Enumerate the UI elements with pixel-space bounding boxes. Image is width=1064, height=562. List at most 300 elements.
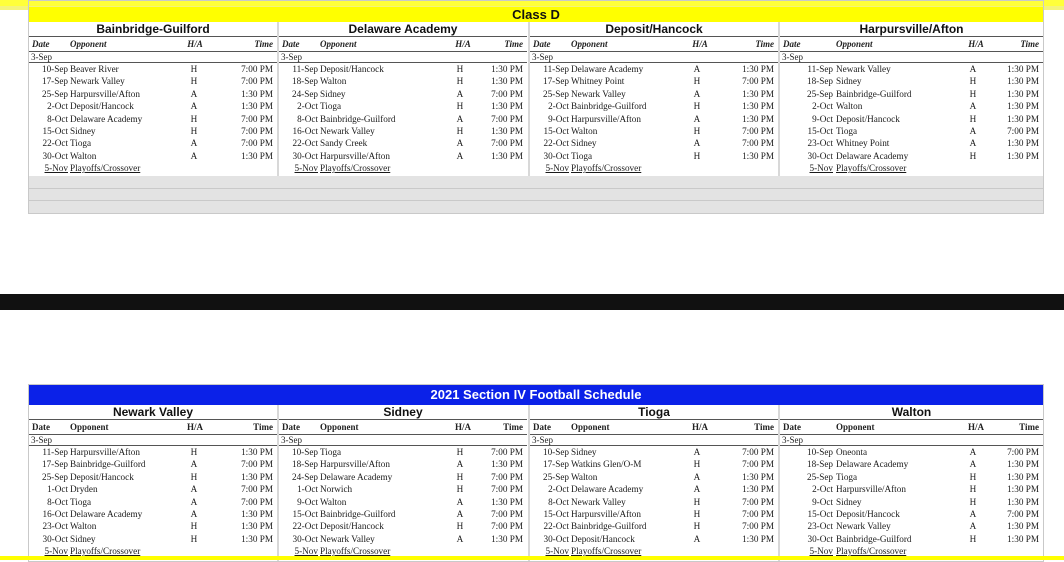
time-cell: 1:30 PM [1007, 521, 1039, 532]
column-header-row [29, 36, 277, 52]
opponent-cell: Harpursville/Afton [571, 508, 641, 519]
header-ha: H/A [968, 39, 984, 49]
game-row [29, 458, 277, 470]
ha-cell: H [693, 521, 701, 532]
game-row [530, 458, 778, 470]
date-cell: 11-Sep [543, 64, 569, 74]
opponent-cell: Watkins Glen/O-M [571, 459, 642, 470]
time-cell: 1:30 PM [491, 150, 523, 161]
first-week-label: 3-Sep [530, 52, 778, 63]
date-cell: 25-Sep [542, 88, 569, 99]
date-cell: 5-Nov [809, 546, 833, 557]
time-cell: 7:00 PM [742, 521, 774, 532]
date-cell: 9-Oct [812, 113, 833, 124]
ha-cell: A [969, 459, 977, 470]
opponent-cell: Walton [571, 125, 598, 136]
team-panel [530, 405, 778, 561]
class-d-schedule [28, 0, 1044, 214]
date-cell: 30-Oct [807, 150, 833, 161]
date-cell: 1-Oct [47, 484, 68, 495]
game-row [530, 162, 778, 174]
time-cell: 7:00 PM [241, 64, 273, 74]
time-cell: 1:30 PM [1007, 533, 1039, 544]
first-week-label: 3-Sep [279, 435, 527, 446]
team-panel [780, 405, 1043, 561]
opponent-cell: Deposit/Hancock [571, 533, 635, 544]
header-opponent: Opponent [70, 422, 109, 432]
date-cell: 22-Oct [543, 138, 569, 149]
game-row [29, 63, 277, 75]
column-header-row [530, 419, 778, 435]
header-date: Date [32, 422, 50, 432]
opponent-cell: Harpursville/Afton [320, 150, 390, 161]
date-cell: 23-Oct [807, 138, 833, 149]
ha-cell: A [969, 521, 977, 532]
time-cell: 1:30 PM [1007, 459, 1039, 470]
date-cell: 8-Oct [297, 113, 318, 124]
game-row [530, 508, 778, 520]
first-week-label: 3-Sep [780, 435, 1043, 446]
date-cell: 25-Sep [41, 471, 68, 482]
opponent-cell: Bainbridge-Guilford [320, 508, 396, 519]
time-cell: 1:30 PM [491, 125, 523, 136]
date-cell: 30-Oct [292, 150, 318, 161]
ha-cell: H [969, 88, 977, 99]
time-cell: 7:00 PM [1007, 447, 1039, 457]
ha-cell: A [693, 533, 701, 544]
empty-grid-rows [29, 176, 1043, 213]
column-header-row [279, 419, 527, 435]
game-row [279, 496, 527, 508]
ha-cell: A [456, 150, 464, 161]
opponent-cell: Newark Valley [836, 521, 891, 532]
opponent-cell: Bainbridge-Guilford [836, 533, 912, 544]
ha-cell: H [969, 484, 977, 495]
time-cell: 1:30 PM [1007, 76, 1039, 87]
ha-cell: A [190, 88, 198, 99]
time-cell: 1:30 PM [241, 521, 273, 532]
time-cell: 7:00 PM [742, 508, 774, 519]
date-cell: 5-Nov [44, 546, 68, 557]
game-row [530, 88, 778, 100]
time-cell: 1:30 PM [1007, 88, 1039, 99]
date-cell: 22-Oct [42, 138, 68, 149]
opponent-cell: Sidney [836, 76, 862, 87]
ha-cell: H [969, 496, 977, 507]
date-cell: 2-Oct [548, 101, 569, 112]
time-cell: 7:00 PM [491, 521, 523, 532]
ha-cell: A [693, 138, 701, 149]
first-week-label: 3-Sep [29, 435, 277, 446]
opponent-cell: Delaware Academy [70, 113, 143, 124]
date-cell: 15-Oct [543, 125, 569, 136]
header-time: Time [1020, 39, 1039, 49]
section-iv-schedule [28, 384, 1044, 562]
opponent-cell: Newark Valley [571, 496, 626, 507]
game-row [29, 508, 277, 520]
header-time: Time [1019, 422, 1039, 432]
opponent-cell: Newark Valley [571, 88, 626, 99]
time-cell: 1:30 PM [1007, 138, 1039, 149]
date-cell: 1-Oct [297, 484, 318, 495]
ha-cell: H [456, 471, 464, 482]
ha-cell: H [693, 76, 701, 87]
first-week-label: 3-Sep [279, 52, 527, 63]
ha-cell: H [693, 150, 701, 161]
date-cell: 5-Nov [294, 163, 318, 174]
first-week-label: 3-Sep [29, 52, 277, 63]
time-cell: 7:00 PM [742, 496, 774, 507]
ha-cell: H [456, 521, 464, 532]
date-cell: 18-Sep [806, 76, 833, 87]
ha-cell: H [456, 64, 464, 74]
header-ha: H/A [967, 422, 984, 432]
date-cell: 30-Oct [292, 533, 318, 544]
time-cell: 7:00 PM [742, 138, 774, 149]
game-row [279, 162, 527, 174]
header-ha: H/A [454, 422, 471, 432]
game-row [29, 446, 277, 458]
game-row [780, 508, 1043, 520]
date-cell: 11-Sep [807, 64, 833, 74]
header-opponent: Opponent [320, 39, 357, 49]
game-row [780, 150, 1043, 162]
header-date: Date [783, 39, 801, 49]
header-time: Time [503, 422, 523, 432]
opponent-cell: Sidney [70, 125, 96, 136]
game-row [530, 137, 778, 149]
time-cell: 1:30 PM [241, 447, 273, 457]
date-cell: 17-Sep [542, 459, 569, 470]
date-cell: 25-Sep [41, 88, 68, 99]
opponent-cell: Newark Valley [836, 64, 891, 74]
opponent-cell: Tioga [320, 101, 342, 112]
date-cell: 8-Oct [548, 496, 569, 507]
ha-cell: H [693, 496, 701, 507]
ha-cell: H [190, 521, 198, 532]
date-cell: 25-Sep [806, 471, 833, 482]
time-cell: 1:30 PM [241, 533, 273, 544]
team-panel [29, 22, 277, 175]
opponent-cell: Playoffs/Crossover [320, 546, 391, 557]
opponent-cell: Harpursville/Afton [70, 88, 140, 99]
class-d-title: Class D [29, 7, 1043, 22]
time-cell: 7:00 PM [742, 125, 774, 136]
date-cell: 15-Oct [807, 125, 833, 136]
ha-cell: A [456, 508, 464, 519]
date-cell: 18-Sep [291, 459, 318, 470]
header-opponent: Opponent [836, 39, 873, 49]
team-name: Walton [891, 405, 932, 419]
time-cell: 7:00 PM [491, 88, 523, 99]
time-cell: 1:30 PM [1007, 101, 1039, 112]
game-row [530, 520, 778, 532]
ha-cell: H [190, 125, 198, 136]
game-row [780, 125, 1043, 137]
date-cell: 17-Sep [41, 459, 68, 470]
time-cell: 1:30 PM [491, 496, 523, 507]
game-row [279, 100, 527, 112]
game-row [29, 113, 277, 125]
ha-cell: H [190, 533, 198, 544]
time-cell: 1:30 PM [742, 64, 774, 74]
game-row [780, 75, 1043, 87]
opponent-cell: Tioga [320, 447, 342, 457]
game-row [279, 471, 527, 483]
header-opponent: Opponent [571, 422, 610, 432]
game-row [279, 125, 527, 137]
time-cell: 7:00 PM [491, 113, 523, 124]
game-row [530, 446, 778, 458]
ha-cell: H [693, 459, 701, 470]
ha-cell: A [969, 64, 977, 74]
date-cell: 8-Oct [47, 496, 68, 507]
ha-cell: A [190, 101, 198, 112]
opponent-cell: Whitney Point [571, 76, 625, 87]
date-cell: 5-Nov [294, 546, 318, 557]
date-cell: 30-Oct [42, 150, 68, 161]
game-row [29, 125, 277, 137]
game-row [780, 113, 1043, 125]
column-header-row [530, 36, 778, 52]
team-panel [279, 405, 527, 561]
opponent-cell: Delaware Academy [836, 459, 909, 470]
game-row [780, 458, 1043, 470]
team-panel [29, 405, 277, 561]
date-cell: 10-Sep [41, 64, 68, 74]
header-date: Date [32, 39, 50, 49]
page-divider-bar [0, 294, 1064, 310]
ha-cell: H [190, 76, 198, 87]
header-date: Date [533, 422, 551, 432]
header-time: Time [254, 39, 273, 49]
game-row [29, 533, 277, 545]
date-cell: 15-Oct [807, 508, 833, 519]
game-row [279, 520, 527, 532]
opponent-cell: Playoffs/Crossover [70, 546, 141, 557]
date-cell: 17-Sep [542, 76, 569, 87]
time-cell: 7:00 PM [491, 508, 523, 519]
game-row [29, 471, 277, 483]
opponent-cell: Tioga [70, 138, 92, 149]
header-opponent: Opponent [571, 39, 608, 49]
opponent-cell: Delaware Academy [836, 150, 909, 161]
game-row [29, 137, 277, 149]
column-header-row [780, 419, 1043, 435]
game-row [780, 63, 1043, 75]
header-opponent: Opponent [70, 39, 107, 49]
opponent-cell: Tioga [836, 471, 858, 482]
header-date: Date [533, 39, 551, 49]
header-time: Time [755, 39, 774, 49]
opponent-cell: Norwich [320, 484, 353, 495]
time-cell: 1:30 PM [241, 101, 273, 112]
opponent-cell: Harpursville/Afton [836, 484, 906, 495]
time-cell: 1:30 PM [1007, 64, 1039, 74]
opponent-cell: Walton [320, 496, 347, 507]
game-row [279, 446, 527, 458]
opponent-cell: Newark Valley [320, 533, 375, 544]
ha-cell: A [456, 496, 464, 507]
ha-cell: A [969, 508, 977, 519]
time-cell: 7:00 PM [491, 447, 523, 457]
time-cell: 1:30 PM [1007, 113, 1039, 124]
ha-cell: H [190, 113, 198, 124]
first-week-label: 3-Sep [530, 435, 778, 446]
ha-cell: H [969, 76, 977, 87]
team-name: Deposit/Hancock [605, 22, 703, 36]
time-cell: 1:30 PM [742, 113, 774, 124]
team-name: Tioga [638, 405, 670, 419]
time-cell: 7:00 PM [1007, 125, 1039, 136]
opponent-cell: Harpursville/Afton [571, 113, 641, 124]
ha-cell: A [969, 138, 977, 149]
date-cell: 10-Sep [291, 447, 318, 457]
ha-cell: A [190, 138, 198, 149]
game-row [780, 162, 1043, 174]
team-panel [780, 22, 1043, 175]
opponent-cell: Deposit/Hancock [320, 64, 384, 74]
team-panel [530, 22, 778, 175]
opponent-cell: Newark Valley [70, 76, 125, 87]
header-opponent: Opponent [320, 422, 359, 432]
opponent-cell: Playoffs/Crossover [836, 163, 907, 174]
game-row [279, 137, 527, 149]
header-date: Date [282, 422, 300, 432]
time-cell: 7:00 PM [491, 471, 523, 482]
opponent-cell: Dryden [70, 484, 98, 495]
time-cell: 1:30 PM [491, 64, 523, 74]
game-row [29, 496, 277, 508]
date-cell: 8-Oct [47, 113, 68, 124]
opponent-cell: Delaware Academy [320, 471, 393, 482]
ha-cell: A [456, 88, 464, 99]
date-cell: 5-Nov [44, 163, 68, 174]
header-ha: H/A [455, 39, 471, 49]
header-opponent: Opponent [836, 422, 875, 432]
ha-cell: H [190, 447, 198, 457]
header-ha: H/A [187, 39, 203, 49]
team-name: Delaware Academy [348, 22, 458, 36]
date-cell: 22-Oct [292, 138, 318, 149]
opponent-cell: Delaware Academy [571, 64, 644, 74]
ha-cell: A [693, 88, 701, 99]
opponent-cell: Beaver River [70, 64, 119, 74]
time-cell: 1:30 PM [241, 508, 273, 519]
schedule-title: 2021 Section IV Football Schedule [29, 385, 1043, 405]
opponent-cell: Tioga [70, 496, 92, 507]
opponent-cell: Delaware Academy [571, 484, 644, 495]
time-cell: 1:30 PM [491, 459, 523, 470]
column-header-row [279, 36, 527, 52]
date-cell: 9-Oct [812, 496, 833, 507]
ha-cell: A [969, 447, 977, 457]
time-cell: 1:30 PM [491, 76, 523, 87]
header-date: Date [783, 422, 801, 432]
opponent-cell: Deposit/Hancock [70, 101, 134, 112]
game-row [780, 88, 1043, 100]
game-row [29, 483, 277, 495]
ha-cell: A [969, 125, 977, 136]
ha-cell: H [456, 101, 464, 112]
ha-cell: H [456, 125, 464, 136]
opponent-cell: Sandy Creek [320, 138, 368, 149]
ha-cell: A [190, 150, 198, 161]
game-row [780, 446, 1043, 458]
date-cell: 22-Oct [292, 521, 318, 532]
ha-cell: H [693, 508, 701, 519]
opponent-cell: Walton [320, 76, 347, 87]
ha-cell: A [190, 496, 198, 507]
game-row [530, 471, 778, 483]
opponent-cell: Bainbridge-Guilford [571, 521, 647, 532]
time-cell: 1:30 PM [491, 533, 523, 544]
date-cell: 24-Sep [291, 471, 318, 482]
opponent-cell: Bainbridge-Guilford [571, 101, 647, 112]
time-cell: 7:00 PM [491, 484, 523, 495]
header-time: Time [253, 422, 273, 432]
time-cell: 7:00 PM [241, 484, 273, 495]
ha-cell: A [456, 459, 464, 470]
time-cell: 1:30 PM [742, 150, 774, 161]
time-cell: 7:00 PM [241, 496, 273, 507]
ha-cell: A [969, 101, 977, 112]
opponent-cell: Harpursville/Afton [70, 447, 140, 457]
ha-cell: A [693, 447, 701, 457]
game-row [279, 533, 527, 545]
time-cell: 7:00 PM [241, 459, 273, 470]
opponent-cell: Sidney [836, 496, 862, 507]
game-row [29, 75, 277, 87]
date-cell: 16-Oct [42, 508, 68, 519]
ha-cell: H [456, 447, 464, 457]
time-cell: 7:00 PM [241, 113, 273, 124]
ha-cell: H [969, 150, 977, 161]
game-row [29, 520, 277, 532]
date-cell: 30-Oct [543, 150, 569, 161]
date-cell: 5-Nov [545, 163, 569, 174]
time-cell: 7:00 PM [241, 138, 273, 149]
header-date: Date [282, 39, 300, 49]
header-ha: H/A [186, 422, 203, 432]
date-cell: 2-Oct [548, 484, 569, 495]
opponent-cell: Tioga [836, 125, 858, 136]
opponent-cell: Playoffs/Crossover [836, 546, 907, 557]
opponent-cell: Walton [70, 150, 97, 161]
game-row [279, 458, 527, 470]
time-cell: 1:30 PM [1007, 496, 1039, 507]
game-row [29, 88, 277, 100]
ha-cell: H [190, 471, 198, 482]
column-header-row [29, 419, 277, 435]
ha-cell: A [693, 484, 701, 495]
team-name: Sidney [383, 405, 423, 419]
opponent-cell: Deposit/Hancock [836, 113, 900, 124]
ha-cell: H [693, 101, 701, 112]
team-name: Newark Valley [112, 405, 194, 419]
date-cell: 9-Oct [548, 113, 569, 124]
game-row [279, 113, 527, 125]
time-cell: 7:00 PM [241, 76, 273, 87]
game-row [530, 483, 778, 495]
game-row [530, 533, 778, 545]
opponent-cell: Deposit/Hancock [836, 508, 900, 519]
ha-cell: A [456, 533, 464, 544]
date-cell: 15-Oct [42, 125, 68, 136]
date-cell: 24-Sep [291, 88, 318, 99]
game-row [530, 75, 778, 87]
game-row [279, 75, 527, 87]
